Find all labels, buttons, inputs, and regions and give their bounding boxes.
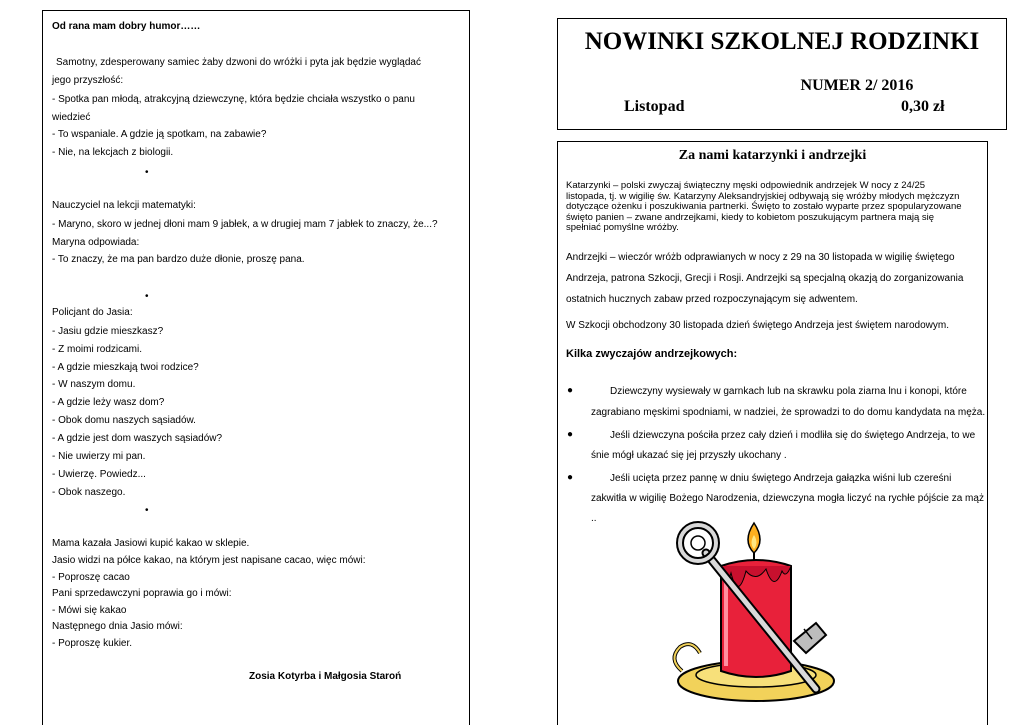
andrzejki-line: Andrzeja, patrona Szkocji, Grecji i Rosji. Andrzejki są specjalną okazją do zorganizowania — [566, 273, 964, 284]
separator-dot: • — [145, 167, 149, 178]
customs-heading: Kilka zwyczajów andrzejkowych: — [566, 348, 738, 360]
custom-line: Jeśli dziewczyna pościła przez cały dzień i modliła się do świętego Andrzeja, to we — [610, 430, 976, 441]
joke3-line: Policjant do Jasia: — [52, 307, 133, 318]
joke4-line: - Mówi się kakao — [52, 605, 127, 616]
katarzynki-line: spełniać pomyślne wróżby. — [566, 222, 679, 233]
issue-price: 0,30 zł — [901, 98, 945, 115]
newspaper-title: NOWINKI SZKOLNEJ RODZINKI — [584, 28, 980, 55]
joke4-line: Pani sprzedawczyni poprawia go i mówi: — [52, 588, 232, 599]
custom-line: śnie mógł ukazać się jej przyszły ukochany . — [591, 450, 787, 461]
separator-dot: • — [145, 291, 149, 302]
issue-number: NUMER 2/ 2016 — [800, 77, 914, 94]
article-title: Za nami katarzynki i andrzejki — [678, 148, 867, 163]
joke3-line: - W naszym domu. — [52, 379, 136, 390]
custom-line: Dziewczyny wysiewały w garnkach lub na skrawku pola ziarna lnu i konopi, które — [610, 386, 967, 397]
separator-dot: • — [145, 505, 149, 516]
joke4-line: - Poproszę kukier. — [52, 638, 133, 649]
bullet: ● — [567, 472, 574, 483]
joke3-line: - Uwierzę. Powiedz... — [52, 469, 146, 480]
jokes-column — [42, 10, 470, 725]
andrzejki-line: Andrzejki – wieczór wróżb odprawianych w nocy z 29 na 30 listopada w wigilię świętego — [566, 252, 955, 263]
joke2-line: Nauczyciel na lekcji matematyki: — [52, 200, 196, 211]
masthead — [557, 18, 1007, 130]
joke3-line: - Jasiu gdzie mieszkasz? — [52, 326, 164, 337]
joke2-line: - Maryno, skoro w jednej dłoni mam 9 jabłek, a w drugiej mam 7 jabłek to znaczy, że...? — [52, 219, 438, 230]
custom-line: .. — [591, 513, 597, 524]
jokes-title: Od rana mam dobry humor…… — [52, 21, 201, 32]
joke3-line: - Nie uwierzy mi pan. — [52, 451, 146, 462]
custom-line: Jeśli ucięta przez pannę w dniu świętego Andrzeja gałązka wiśni lub czereśni — [610, 473, 952, 484]
katarzynki-line: dotyczące ożenku i poszukiwania partnerki. Święto to zostało wyparte przez spopularyzowane — [566, 201, 962, 212]
katarzynki-line: listopada, tj. w wigilię św. Katarzyny Aleksandryjskiej odbywają się wróżby młodych mężczyzn — [566, 190, 960, 202]
joke3-line: - Obok naszego. — [52, 487, 126, 498]
custom-line: zagrabiano męskimi spodniami, w nadziei, że sprowadzi to do domu kandydata na męża. — [591, 407, 986, 418]
joke3-line: - A gdzie jest dom waszych sąsiadów? — [52, 433, 223, 444]
candle-key-illustration — [666, 521, 842, 711]
joke1-line: - Nie, na lekcjach z biologii. — [52, 147, 174, 158]
issue-month: Listopad — [624, 98, 685, 115]
katarzynki-line: święto panien – zwane andrzejkami, kiedy to kobietom poszukującym partnera mają się — [566, 211, 935, 223]
bullet: ● — [567, 385, 574, 396]
joke1-line: - Spotka pan młodą, atrakcyjną dziewczynę, która będzie chciała wszystko o panu — [52, 94, 415, 105]
joke2-line: - To znaczy, że ma pan bardzo duże dłonie, proszę pana. — [52, 254, 305, 265]
joke4-line: Następnego dnia Jasio mówi: — [52, 621, 183, 632]
andrzejki-line: ostatnich hucznych zabaw przed rozpoczynającym się adwentem. — [566, 294, 858, 305]
joke3-line: - Z moimi rodzicami. — [52, 344, 143, 355]
joke3-line: - A gdzie leży wasz dom? — [52, 397, 165, 408]
joke3-line: - Obok domu naszych sąsiadów. — [52, 415, 196, 426]
joke1-line: wiedzieć — [52, 112, 91, 123]
joke4-line: - Poproszę cacao — [52, 572, 130, 583]
joke1-line: jego przyszłość: — [52, 75, 124, 86]
joke1-line: Samotny, zdesperowany samiec żaby dzwoni do wróżki i pyta jak będzie wyglądać — [56, 57, 421, 68]
bullet: ● — [567, 429, 574, 440]
authors: Zosia Kotyrba i Małgosia Staroń — [249, 671, 402, 682]
custom-line: zakwitła w wigilię Bożego Narodzenia, dziewczyna mogła liczyć na rychłe pójście za mąż — [591, 493, 984, 504]
joke3-line: - A gdzie mieszkają twoi rodzice? — [52, 362, 199, 373]
scotland-line: W Szkocji obchodzony 30 listopada dzień świętego Andrzeja jest świętem narodowym. — [566, 320, 949, 331]
joke1-line: - To wspaniale. A gdzie ją spotkam, na zabawie? — [52, 129, 267, 140]
joke4-line: Mama kazała Jasiowi kupić kakao w sklepie. — [52, 538, 250, 549]
katarzynki-line: Katarzynki – polski zwyczaj świąteczny męski odpowiednik andrzejek W nocy z 24/25 — [566, 180, 926, 191]
katarzynki-paragraph — [566, 181, 962, 234]
joke2-line: Maryna odpowiada: — [52, 237, 140, 248]
article — [557, 141, 988, 725]
joke4-line: Jasio widzi na półce kakao, na którym jest napisane cacao, więc mówi: — [52, 555, 366, 566]
